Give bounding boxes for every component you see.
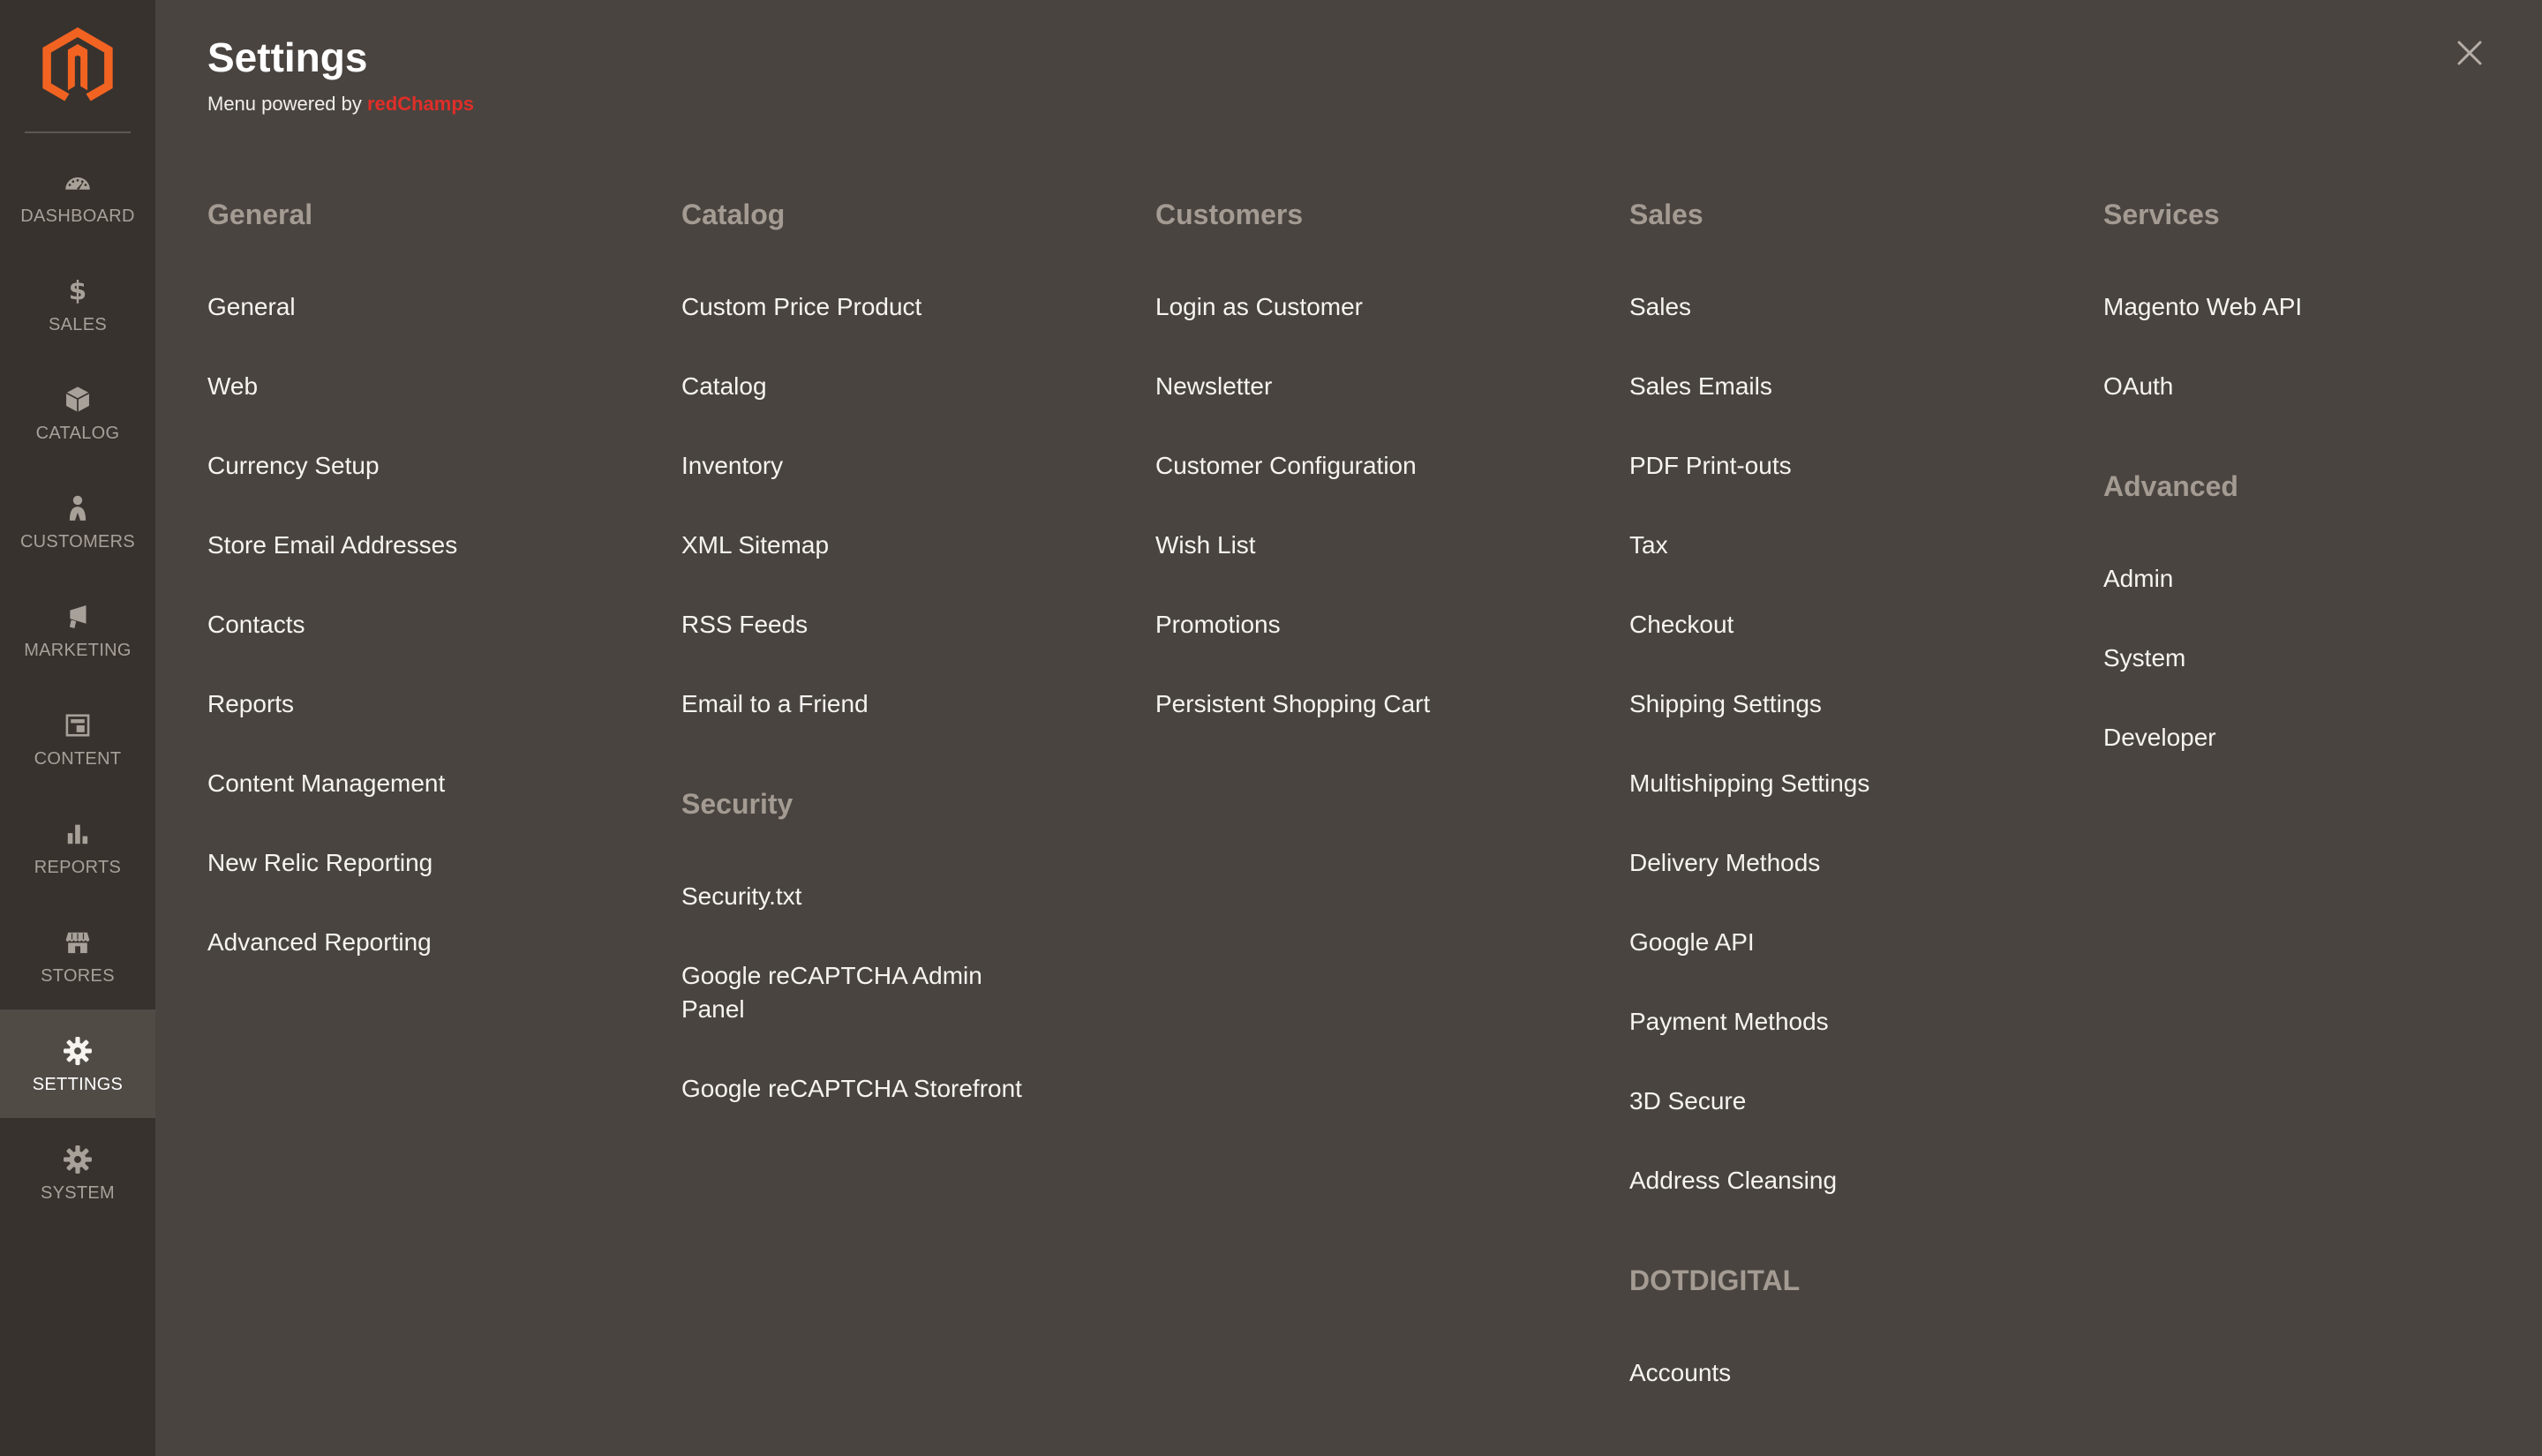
settings-column-2 bbox=[681, 197, 1155, 1436]
magento-logo-icon bbox=[41, 27, 114, 113]
sidebar-item-label: SYSTEM bbox=[40, 1182, 116, 1203]
sidebar-item-content[interactable] bbox=[0, 684, 155, 792]
menu-item-row bbox=[1629, 687, 1993, 721]
menu-item-row bbox=[207, 926, 571, 959]
menu-item-row bbox=[1155, 608, 1519, 642]
menu-item-row bbox=[1629, 1084, 1993, 1118]
menu-item-row bbox=[2103, 642, 2302, 675]
layout-icon bbox=[61, 709, 94, 742]
menu-link-currency-setup[interactable]: Currency Setup bbox=[207, 452, 380, 479]
svg-text:$: $ bbox=[68, 275, 87, 305]
menu-link-sales[interactable]: Sales bbox=[1629, 293, 1692, 320]
menu-item-row bbox=[681, 608, 1045, 642]
menu-link-rss-feeds[interactable]: RSS Feeds bbox=[681, 611, 808, 638]
menu-item-row bbox=[207, 370, 571, 403]
sidebar-item-label: SALES bbox=[49, 314, 107, 334]
menu-link-wish-list[interactable]: Wish List bbox=[1155, 531, 1256, 559]
menu-link-delivery-methods[interactable]: Delivery Methods bbox=[1629, 849, 1821, 876]
menu-link-system[interactable]: System bbox=[2103, 644, 2186, 672]
section-advanced bbox=[2103, 469, 2302, 754]
menu-link-xml-sitemap[interactable]: XML Sitemap bbox=[681, 531, 830, 559]
sidebar-item-label: MARKETING bbox=[24, 640, 132, 660]
menu-item-row bbox=[681, 880, 1045, 913]
settings-column-3 bbox=[1155, 197, 1629, 1436]
menu-link-google-recaptcha-admin-panel[interactable]: Google reCAPTCHA Admin Panel bbox=[681, 962, 982, 1023]
settings-column-1 bbox=[207, 197, 681, 1436]
menu-link-sales-emails[interactable]: Sales Emails bbox=[1629, 372, 1772, 400]
sidebar-nav bbox=[0, 141, 155, 1227]
settings-column-4 bbox=[1629, 197, 2103, 1436]
sidebar-item-dashboard[interactable] bbox=[0, 141, 155, 250]
close-button[interactable] bbox=[2450, 35, 2489, 74]
menu-item-row bbox=[681, 1072, 1045, 1106]
section-links bbox=[681, 880, 1155, 1106]
menu-item-row bbox=[1629, 608, 1993, 642]
menu-link-inventory[interactable]: Inventory bbox=[681, 452, 784, 479]
menu-item-row bbox=[1629, 846, 1993, 880]
menu-link-customer-configuration[interactable]: Customer Configuration bbox=[1155, 452, 1417, 479]
menu-link-address-cleansing[interactable]: Address Cleansing bbox=[1629, 1167, 1838, 1194]
section-catalog bbox=[681, 197, 1155, 721]
sidebar-item-label: CATALOG bbox=[35, 423, 120, 443]
section-links bbox=[1155, 290, 1629, 721]
menu-item-row bbox=[1629, 1356, 1993, 1390]
sidebar-item-label: CUSTOMERS bbox=[19, 531, 136, 552]
menu-item-row bbox=[2103, 721, 2302, 754]
menu-item-row bbox=[1155, 687, 1519, 721]
menu-link-persistent-shopping-cart[interactable]: Persistent Shopping Cart bbox=[1155, 690, 1431, 717]
section-services bbox=[2103, 197, 2302, 403]
menu-link-reports[interactable]: Reports bbox=[207, 690, 295, 717]
powered-by-text: Menu powered by bbox=[207, 93, 367, 115]
section-title-advanced: Advanced bbox=[2103, 470, 2238, 502]
menu-item-row bbox=[2103, 290, 2302, 324]
section-links bbox=[1629, 290, 2103, 1197]
section-links bbox=[2103, 562, 2302, 754]
menu-link-admin[interactable]: Admin bbox=[2103, 565, 2174, 592]
box-icon bbox=[61, 383, 94, 417]
section-customers bbox=[1155, 197, 1629, 721]
menu-link-login-as-customer[interactable]: Login as Customer bbox=[1155, 293, 1364, 320]
menu-link-3d-secure[interactable]: 3D Secure bbox=[1629, 1087, 1747, 1115]
sidebar-item-catalog[interactable] bbox=[0, 358, 155, 467]
section-sales bbox=[1629, 197, 2103, 1197]
sidebar-item-system[interactable] bbox=[0, 1118, 155, 1227]
menu-link-shipping-settings[interactable]: Shipping Settings bbox=[1629, 690, 1822, 717]
bar-chart-icon bbox=[61, 817, 94, 851]
menu-item-row bbox=[1629, 290, 1993, 324]
sidebar-item-customers[interactable] bbox=[0, 467, 155, 575]
sidebar-item-label: SETTINGS bbox=[32, 1074, 124, 1094]
menu-item-row bbox=[2103, 370, 2302, 403]
gear-icon bbox=[61, 1143, 94, 1176]
section-links bbox=[681, 290, 1155, 721]
section-general bbox=[207, 197, 681, 959]
menu-link-new-relic-reporting[interactable]: New Relic Reporting bbox=[207, 849, 433, 876]
sidebar-item-marketing[interactable] bbox=[0, 575, 155, 684]
redchamps-link[interactable]: redChamps bbox=[367, 93, 475, 115]
section-title-services: Services bbox=[2103, 199, 2220, 230]
menu-item-row bbox=[1155, 290, 1519, 324]
menu-item-row bbox=[681, 449, 1045, 483]
menu-item-row bbox=[1155, 449, 1519, 483]
menu-item-row bbox=[2103, 562, 2302, 596]
person-icon bbox=[61, 492, 94, 525]
powered-by-note bbox=[207, 91, 2542, 117]
section-links bbox=[2103, 290, 2302, 403]
sidebar-item-label: REPORTS bbox=[34, 857, 122, 877]
settings-overlay bbox=[155, 0, 2542, 1456]
sidebar-item-reports[interactable] bbox=[0, 792, 155, 901]
menu-item-row bbox=[1629, 1005, 1993, 1039]
section-title-general: General bbox=[207, 199, 313, 230]
menu-link-security-txt[interactable]: Security.txt bbox=[681, 882, 802, 910]
menu-item-row bbox=[207, 687, 571, 721]
settings-column-5 bbox=[2103, 197, 2302, 1436]
menu-item-row bbox=[681, 290, 1045, 324]
menu-link-google-api[interactable]: Google API bbox=[1629, 928, 1755, 956]
menu-link-google-recaptcha-storefront[interactable]: Google reCAPTCHA Storefront bbox=[681, 1075, 1022, 1102]
menu-link-general[interactable]: General bbox=[207, 293, 296, 320]
menu-link-email-to-a-friend[interactable]: Email to a Friend bbox=[681, 690, 869, 717]
storefront-icon bbox=[61, 926, 94, 959]
section-title-customers: Customers bbox=[1155, 199, 1304, 230]
sidebar-item-stores[interactable] bbox=[0, 901, 155, 1009]
dashboard-gauge-icon bbox=[61, 166, 94, 199]
menu-item-row bbox=[681, 529, 1045, 562]
menu-item-row bbox=[207, 290, 571, 324]
menu-item-row bbox=[681, 370, 1045, 403]
menu-link-contacts[interactable]: Contacts bbox=[207, 611, 305, 638]
menu-link-advanced-reporting[interactable]: Advanced Reporting bbox=[207, 928, 432, 956]
menu-link-content-management[interactable]: Content Management bbox=[207, 769, 446, 797]
menu-item-row bbox=[1155, 370, 1519, 403]
menu-item-row bbox=[1629, 449, 1993, 483]
menu-link-catalog[interactable]: Catalog bbox=[681, 372, 767, 400]
section-title-dotdigital: DOTDIGITAL bbox=[1629, 1265, 1801, 1296]
megaphone-icon bbox=[61, 600, 94, 634]
menu-item-row bbox=[1155, 529, 1519, 562]
menu-item-row bbox=[207, 529, 571, 562]
menu-link-promotions[interactable]: Promotions bbox=[1155, 611, 1281, 638]
menu-link-accounts[interactable]: Accounts bbox=[1629, 1359, 1732, 1386]
overlay-header bbox=[155, 0, 2542, 117]
menu-item-row bbox=[681, 687, 1045, 721]
menu-link-tax[interactable]: Tax bbox=[1629, 531, 1668, 559]
menu-item-row bbox=[207, 608, 571, 642]
menu-item-row bbox=[1629, 529, 1993, 562]
menu-link-pdf-print-outs[interactable]: PDF Print-outs bbox=[1629, 452, 1792, 479]
magento-logo[interactable] bbox=[0, 0, 155, 141]
menu-link-store-email-addresses[interactable]: Store Email Addresses bbox=[207, 531, 458, 559]
sidebar-item-settings[interactable] bbox=[0, 1009, 155, 1118]
sidebar-item-label: DASHBOARD bbox=[20, 206, 135, 226]
menu-link-web[interactable]: Web bbox=[207, 372, 259, 400]
page-title: Settings bbox=[207, 34, 368, 80]
menu-item-row bbox=[1629, 1164, 1993, 1197]
section-links bbox=[1629, 1356, 2103, 1390]
section-links bbox=[207, 290, 681, 959]
menu-item-row bbox=[207, 767, 571, 800]
dollar-icon bbox=[61, 274, 94, 308]
menu-link-oauth[interactable]: OAuth bbox=[2103, 372, 2174, 400]
menu-link-magento-web-api[interactable]: Magento Web API bbox=[2103, 293, 2303, 320]
section-title-sales: Sales bbox=[1629, 199, 1703, 230]
menu-item-row bbox=[681, 959, 1045, 1026]
admin-sidebar bbox=[0, 0, 155, 1456]
section-dotdigital bbox=[1629, 1263, 2103, 1390]
section-title-catalog: Catalog bbox=[681, 199, 786, 230]
menu-link-checkout[interactable]: Checkout bbox=[1629, 611, 1734, 638]
menu-link-multishipping-settings[interactable]: Multishipping Settings bbox=[1629, 769, 1870, 797]
sidebar-item-label: STORES bbox=[41, 965, 115, 986]
gear-icon bbox=[61, 1034, 94, 1068]
menu-item-row bbox=[1629, 926, 1993, 959]
menu-item-row bbox=[1629, 370, 1993, 403]
settings-columns bbox=[207, 197, 2542, 1436]
menu-link-developer[interactable]: Developer bbox=[2103, 724, 2216, 751]
menu-link-newsletter[interactable]: Newsletter bbox=[1155, 372, 1273, 400]
menu-item-row bbox=[207, 449, 571, 483]
section-title-security: Security bbox=[681, 788, 793, 820]
sidebar-item-label: CONTENT bbox=[34, 748, 122, 769]
section-security bbox=[681, 786, 1155, 1106]
menu-item-row bbox=[207, 846, 571, 880]
menu-link-payment-methods[interactable]: Payment Methods bbox=[1629, 1008, 1829, 1035]
menu-item-row bbox=[1629, 767, 1993, 800]
sidebar-item-sales[interactable] bbox=[0, 250, 155, 358]
close-icon bbox=[2453, 36, 2486, 74]
menu-link-custom-price-product[interactable]: Custom Price Product bbox=[681, 293, 922, 320]
